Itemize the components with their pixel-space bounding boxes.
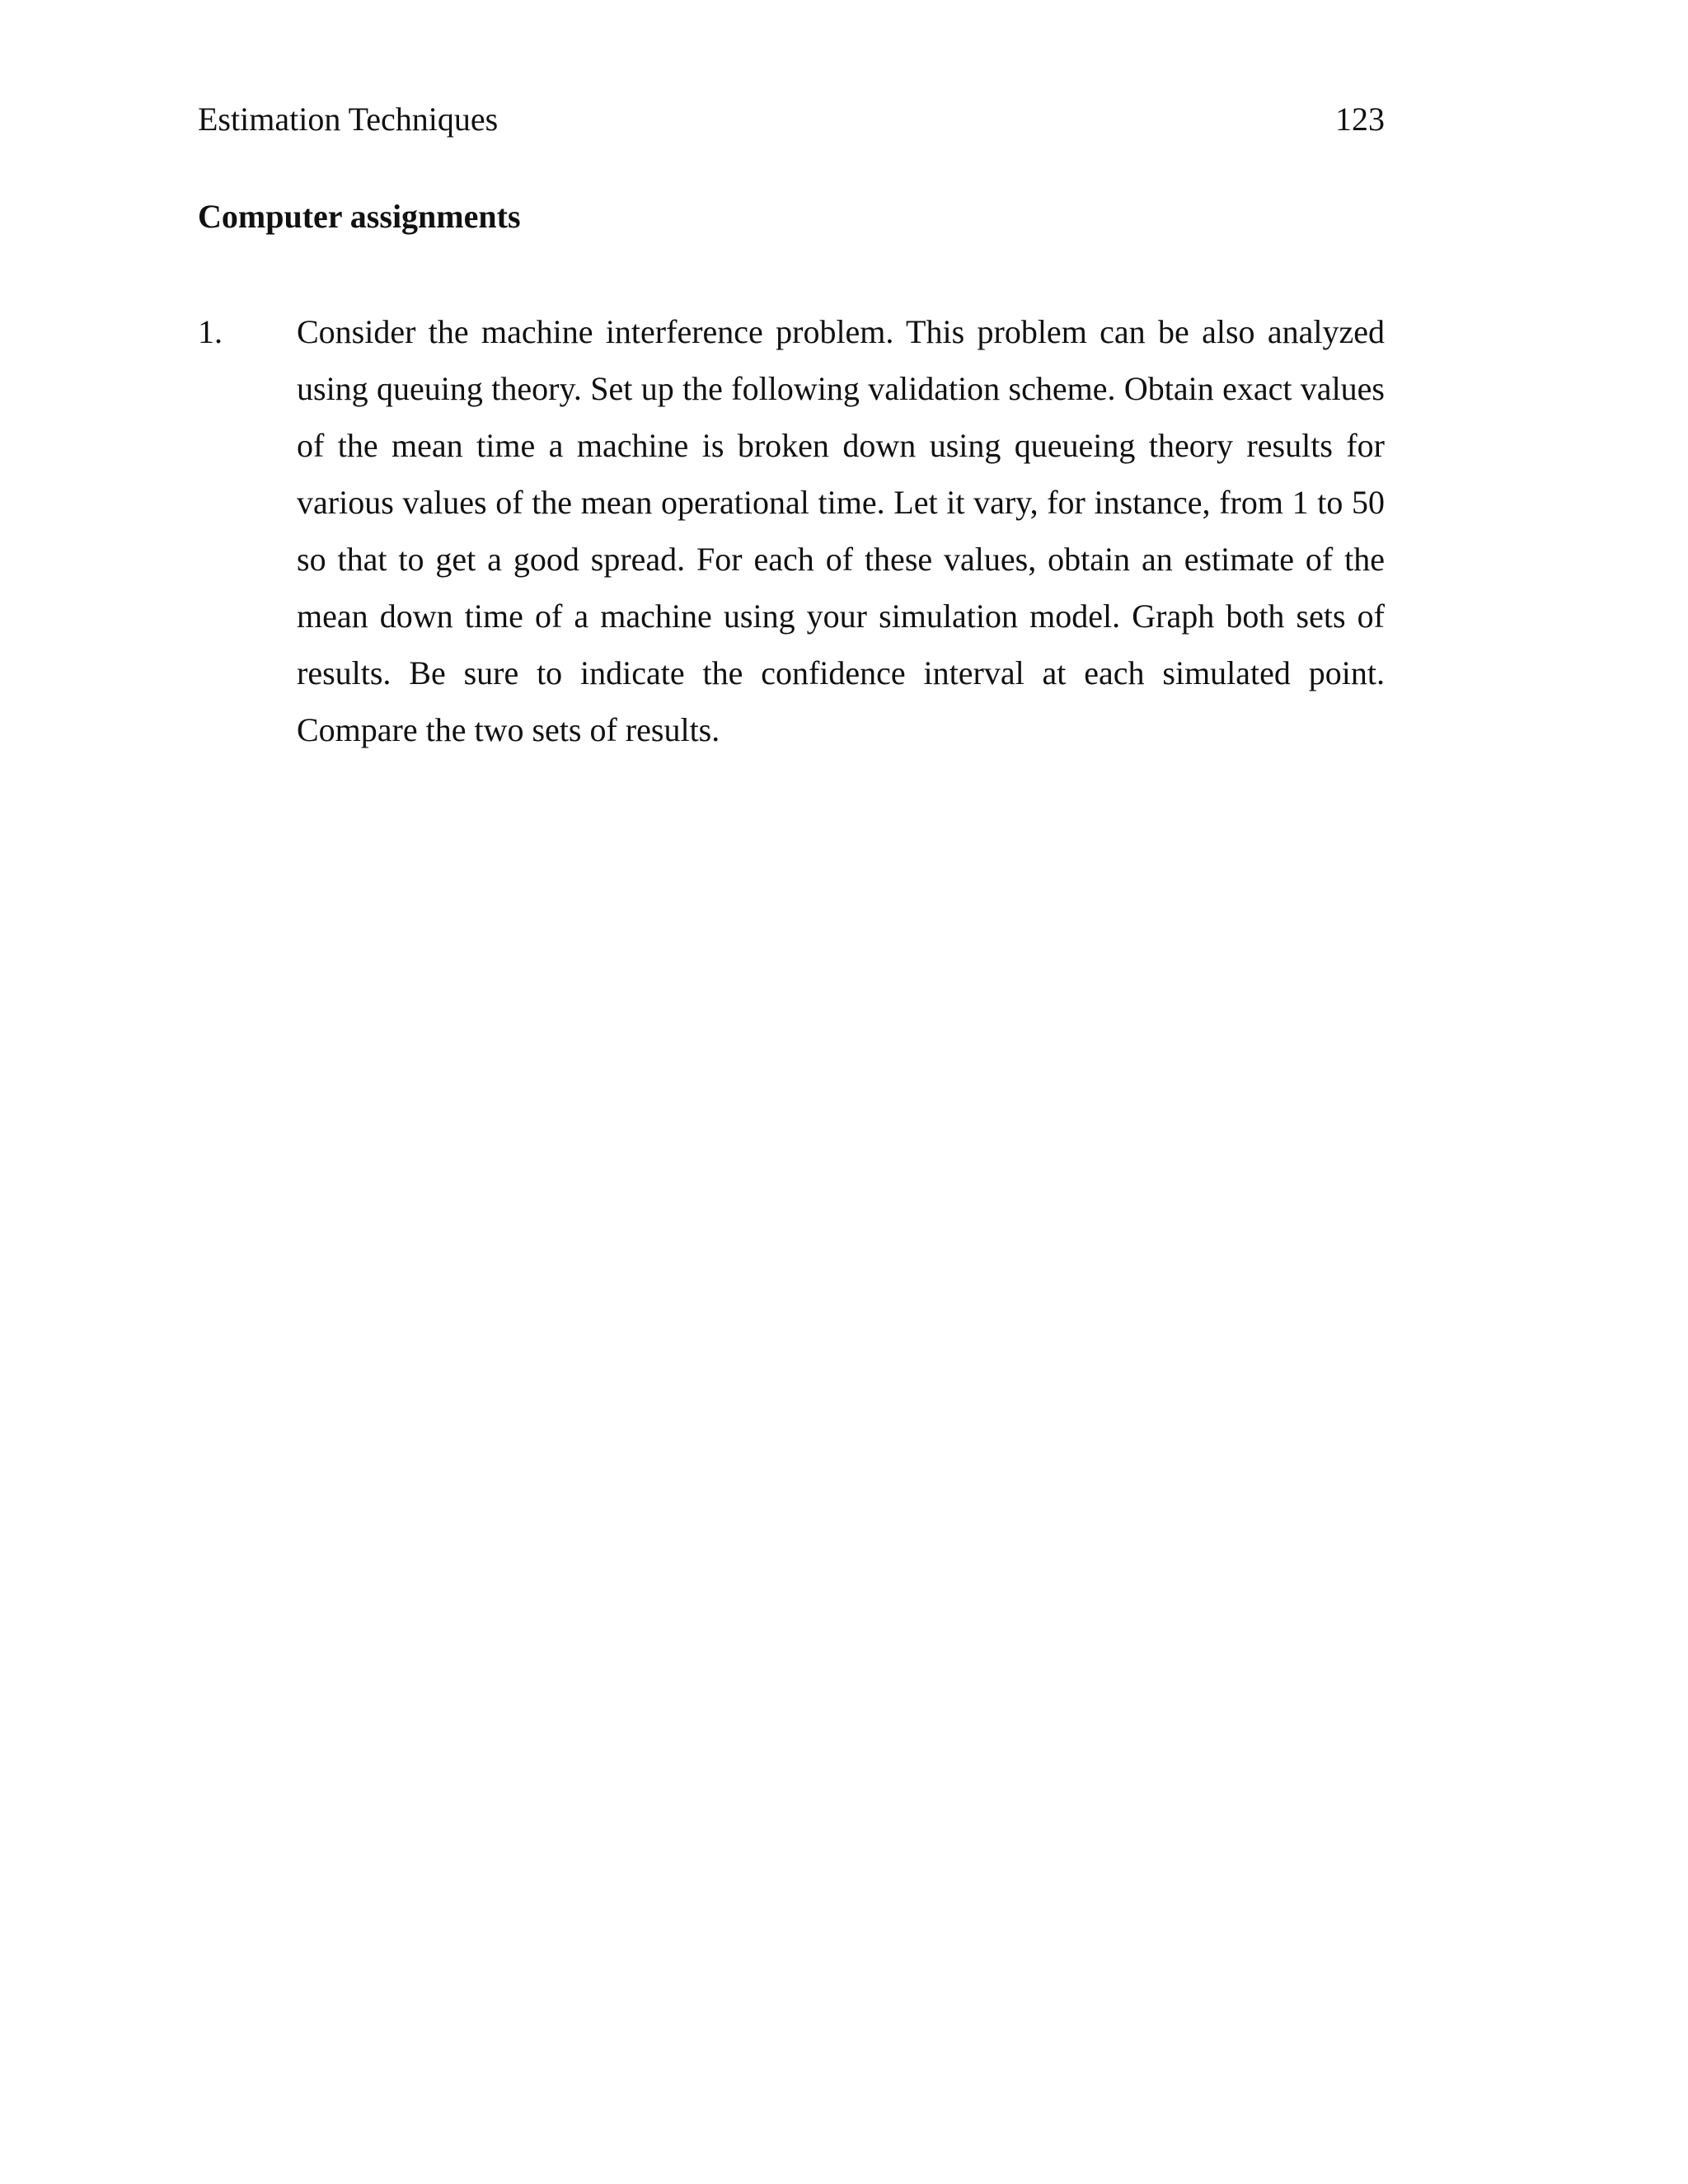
assignment-list	[198, 303, 1385, 758]
assignment-number: 1.	[198, 313, 223, 350]
assignment-item	[198, 303, 1385, 758]
page-number: 123	[1335, 101, 1385, 138]
chapter-title: Estimation Techniques	[198, 101, 499, 138]
section-heading: Computer assignments	[198, 198, 521, 235]
running-header	[198, 97, 1385, 142]
assignment-text: Consider the machine interference problem. This problem can be also analyzed using queuing theory. Set up the following validation scheme. Obtain exact values of the mean time a machine is broken down using queueing theory results for various values of the mean operational time. Let it vary, for instance, from 1 to 50 so that to get a good spread. For each of these values, obtain an estimate of the mean down time of a machine using your simulation model. Graph both sets of results. Be sure to indicate the confidence interval at each simulated point. Compare the two sets of results.	[297, 313, 1385, 748]
